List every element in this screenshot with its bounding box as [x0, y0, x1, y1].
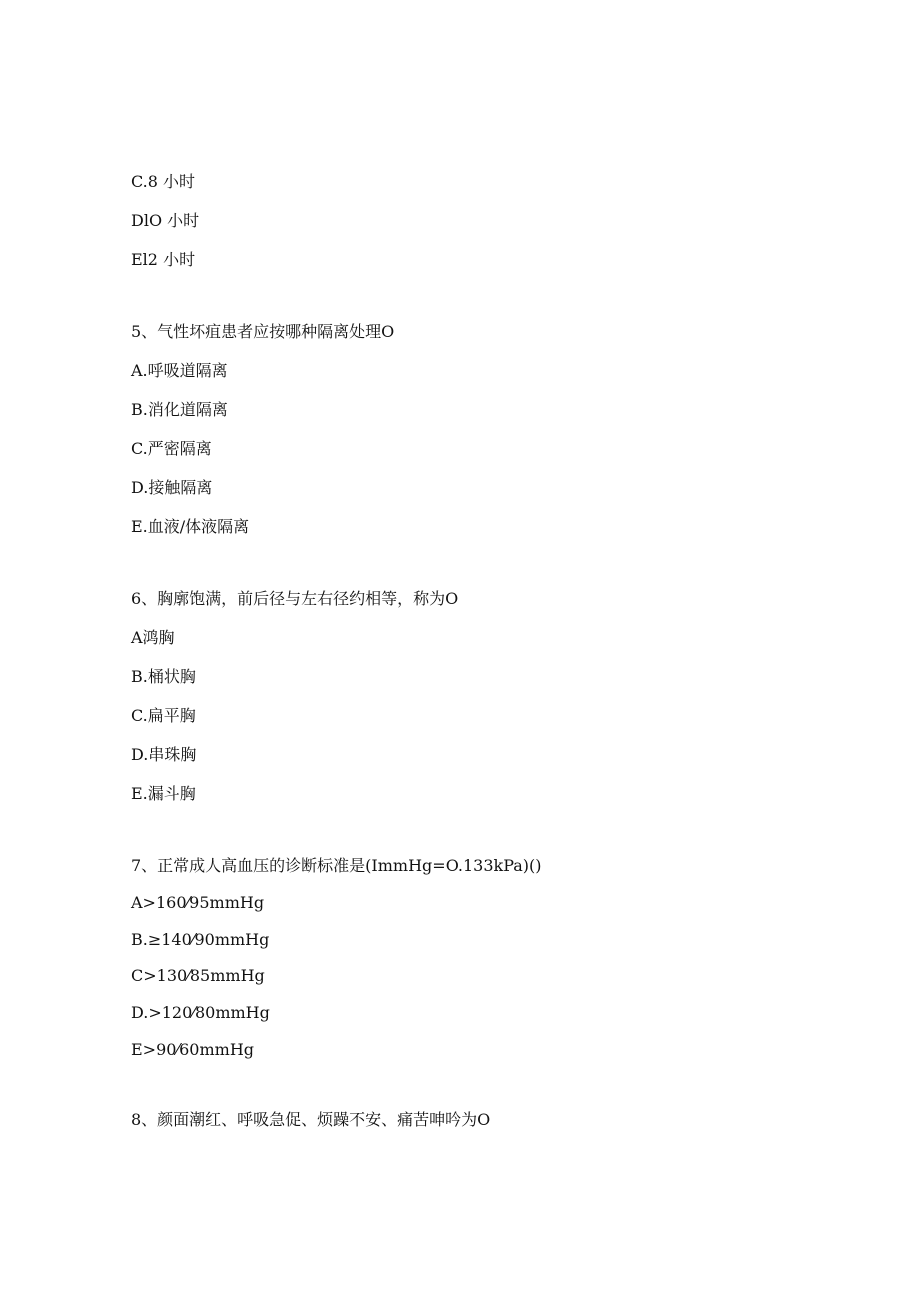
question-stem: 7、正常成人高血压的诊断标准是(ImmHg=O.133kPa)()	[131, 856, 542, 875]
option-text: C.8 小时	[131, 172, 196, 191]
option-text: C>130⁄85mmHg	[131, 966, 265, 985]
option-text: E>90⁄60mmHg	[131, 1040, 255, 1059]
option-text: C.扁平胸	[131, 706, 196, 725]
question-stem: 8、颜面潮红、呼吸急促、烦躁不安、痛苦呻吟为O	[131, 1110, 491, 1129]
option-text: D.>120⁄80mmHg	[131, 1003, 270, 1022]
option-text: D.串珠胸	[131, 745, 197, 764]
option-text: El2 小时	[131, 250, 196, 269]
option-text: C.严密隔离	[131, 439, 212, 458]
option-text: B.桶状胸	[131, 667, 196, 686]
question-stem: 6、胸廓饱满，前后径与左右径约相等，称为O	[131, 589, 459, 608]
option-text: B.≥140⁄90mmHg	[131, 930, 270, 949]
option-text: E.血液/体液隔离	[131, 517, 250, 536]
option-text: A>160⁄95mmHg	[131, 893, 265, 912]
option-text: E.漏斗胸	[131, 784, 196, 803]
option-text: DlO 小时	[131, 211, 200, 230]
option-text: A鸿胸	[131, 628, 175, 647]
option-text: B.消化道隔离	[131, 400, 228, 419]
option-text: D.接触隔离	[131, 478, 213, 497]
option-text: A.呼吸道隔离	[131, 361, 228, 380]
question-stem: 5、气性坏疽患者应按哪种隔离处理O	[131, 322, 395, 341]
